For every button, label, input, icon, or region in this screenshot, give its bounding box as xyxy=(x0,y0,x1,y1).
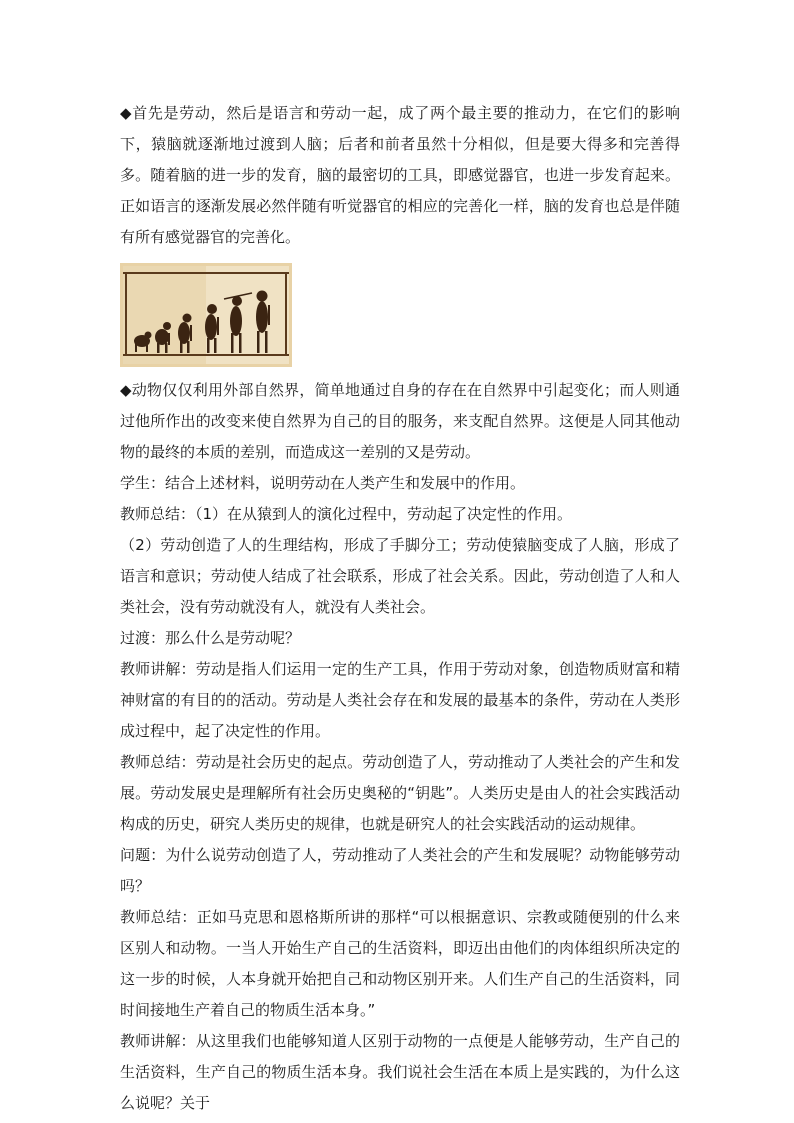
paragraph-teacher-explanation-1: 教师讲解：劳动是指人们运用一定的生产工具，作用于劳动对象，创造物质财富和精神财富的有目的的活动。劳动是人类社会存在和发展的最基本的条件，劳动在人类形成过程中，起了决定性的作用。 xyxy=(120,660,680,740)
paragraph-teacher-summary-2: （2）劳动创造了人的生理结构，形成了手脚分工；劳动使猿脑变成了人脑，形成了语言和意识；劳动使人结成了社会联系，形成了社会关系。因此，劳动创造了人和人类社会，没有劳动就没有人，就没有人类社会。 xyxy=(120,536,680,616)
paragraph-student-task: 学生：结合上述材料，说明劳动在人类产生和发展中的作用。 xyxy=(120,474,526,492)
paragraph-brain-development: ◆首先是劳动，然后是语言和劳动一起，成了两个最主要的推动力，在它们的影响下，猿脑就逐渐地过渡到人脑；后者和前者虽然十分相似，但是要大得多和完善得多。随着脑的进一步的发育，脑的最密切的工具，即感觉器官，也进一步发育起来。正如语言的逐渐发展必然伴随有听觉器官的相应的完善化一样，脑的发育也总是伴随有所有感觉器官的完善化。 xyxy=(120,104,680,246)
paragraph-teacher-explanation-2: 教师讲解：从这里我们也能够知道人区别于动物的一点便是人能够劳动，生产自己的生活资料，生产自己的物质生活本身。我们说社会生活在本质上是实践的，为什么这么说呢？关于 xyxy=(120,1032,680,1112)
paragraph-animal-difference: ◆动物仅仅利用外部自然界，简单地通过自身的存在在自然界中引起变化；而人则通过他所作出的改变来使自然界为自己的目的服务，来支配自然界。这便是人同其他动物的最终的本质的差别，而造成这一差别的又是劳动。 xyxy=(120,381,680,461)
document-body xyxy=(120,98,680,1119)
paragraph-transition: 过渡：那么什么是劳动呢？ xyxy=(120,629,301,647)
paragraph-teacher-summary-3: 教师总结：劳动是社会历史的起点。劳动创造了人，劳动推动了人类社会的产生和发展。劳动发展史是理解所有社会历史奥秘的“钥匙”。人类历史是由人的社会实践活动构成的历史，研究人类历史的规律，也就是研究人的社会实践活动的运动规律。 xyxy=(120,753,680,833)
paragraph-teacher-summary-4: 教师总结：正如马克思和恩格斯所讲的那样“可以根据意识、宗教或随便别的什么来区别人和动物。一当人开始生产自己的生活资料，即迈出由他们的肉体组织所决定的这一步的时候，人本身就开始把自己和动物区别开来。人们生产自己的生活资料，同时间接地生产着自己的物质生活本身。” xyxy=(120,908,680,1019)
evolution-illustration xyxy=(120,263,292,367)
paragraph-question: 问题：为什么说劳动创造了人，劳动推动了人类社会的产生和发展呢？动物能够劳动吗？ xyxy=(120,846,680,895)
evolution-image xyxy=(120,263,292,367)
paragraph-teacher-summary-1: 教师总结：（1）在从猿到人的演化过程中，劳动起了决定性的作用。 xyxy=(120,505,573,523)
